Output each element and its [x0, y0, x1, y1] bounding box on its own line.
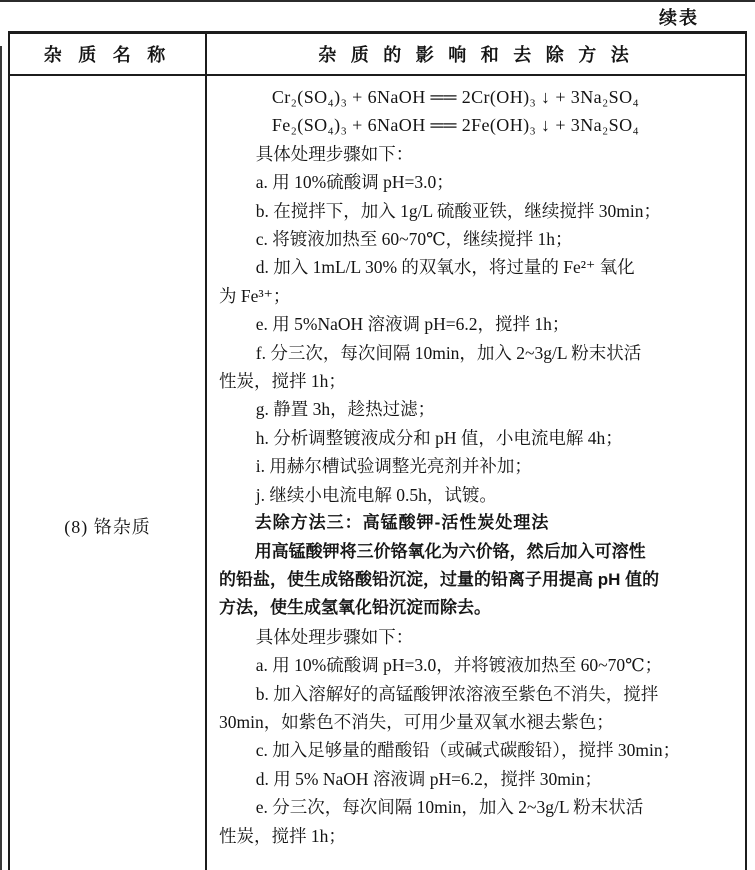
text-line: d. 加入 1mL/L 30% 的双氧水，将过量的 Fe²⁺ 氧化	[255, 257, 635, 278]
text-line: c. 加入足够量的醋酸铅（或碱式碳酸铅），搅拌 30min；	[255, 740, 681, 761]
table-header-row	[10, 34, 745, 76]
impurity-table	[8, 31, 747, 870]
impurity-name-cell	[10, 76, 207, 870]
text-line: Fe₂(SO₄)₃ + 6NaOH ══ 2Fe(OH)₃ ↓ + 3Na₂SO₄	[271, 115, 640, 136]
text-line: a. 用 10%硫酸调 pH=3.0，并将镀液加热至 60~70℃；	[255, 655, 663, 676]
text-line: b. 加入溶解好的高锰酸钾浓溶液至紫色不消失，搅拌	[255, 683, 659, 704]
page-top-rule	[0, 0, 755, 2]
continued-table-label: 续表	[659, 8, 699, 28]
text-line: b. 在搅拌下，加入 1g/L 硫酸亚铁，继续搅拌 30min；	[255, 200, 662, 221]
text-line: c. 将镀液加热至 60~70℃，继续搅拌 1h；	[255, 229, 573, 250]
text-line: h. 分析调整镀液成分和 pH 值，小电流电解 4h；	[255, 427, 623, 448]
text-line: 具体处理步骤如下：	[255, 626, 414, 647]
text-line: 的铅盐，使生成铬酸铅沉淀，过量的铅离子用提高 pH 值的	[219, 569, 660, 589]
text-line: 30min，如紫色不消失，可用少量双氧水褪去紫色；	[219, 711, 614, 732]
scan-edge-artifact	[0, 46, 2, 870]
text-line: f. 分三次，每次间隔 10min，加入 2~3g/L 粉末状活	[255, 342, 642, 363]
text-line: i. 用赫尔槽试验调整光亮剂并补加；	[255, 456, 532, 477]
table-body-row	[10, 76, 745, 870]
text-line: e. 用 5%NaOH 溶液调 pH=6.2，搅拌 1h；	[255, 314, 570, 335]
text-line: 性炭，搅拌 1h；	[219, 825, 346, 846]
text-line: 用高锰酸钾将三价铬氧化为六价铬，然后加入可溶性	[254, 541, 646, 561]
header-cell-effect-removal: 杂 质 的 影 响 和 去 除 方 法	[318, 45, 634, 65]
text-line: 性炭，搅拌 1h；	[219, 371, 346, 392]
text-line: 方法，使生成氢氧化铅沉淀而除去。	[219, 598, 491, 618]
method-content-cell	[207, 76, 745, 870]
text-line: e. 分三次，每次间隔 10min，加入 2~3g/L 粉末状活	[255, 797, 644, 818]
text-line: j. 继续小电流电解 0.5h，试镀。	[255, 484, 497, 505]
text-line: a. 用 10%硫酸调 pH=3.0；	[255, 172, 454, 193]
header-cell-impurity-name: 杂 质 名 称	[10, 34, 207, 74]
text-line: d. 用 5% NaOH 溶液调 pH=6.2，搅拌 30min；	[255, 768, 602, 789]
text-line: 具体处理步骤如下：	[255, 143, 414, 164]
text-line: 为 Fe³⁺；	[219, 285, 291, 306]
impurity-name-text: (8) 铬杂质	[64, 517, 151, 537]
text-line: 去除方法三：高锰酸钾-活性炭处理法	[254, 513, 550, 533]
text-line: g. 静置 3h，趁热过滤；	[255, 399, 436, 420]
text-line: Cr₂(SO₄)₃ + 6NaOH ══ 2Cr(OH)₃ ↓ + 3Na₂SO₄	[271, 87, 640, 107]
